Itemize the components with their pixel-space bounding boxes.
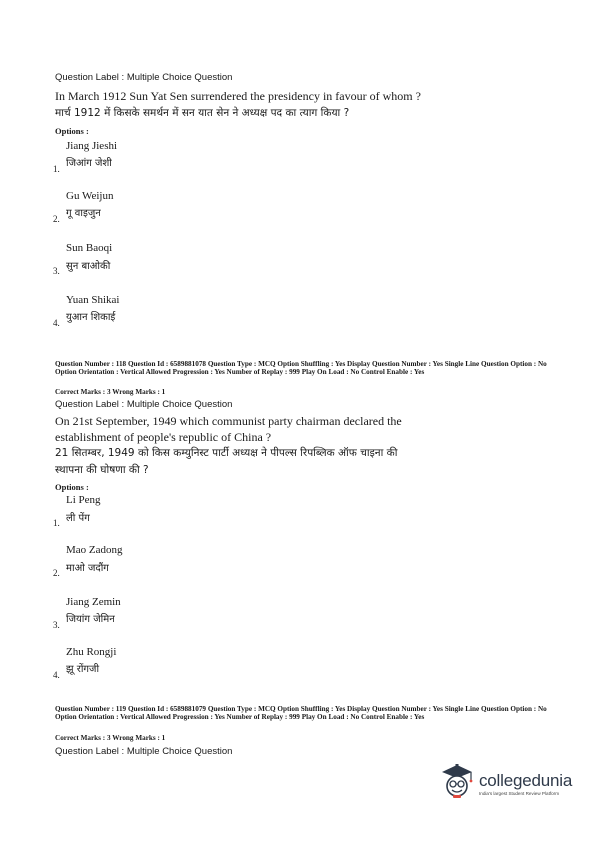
graduate-mascot-icon — [438, 762, 476, 800]
question-label: Question Label : Multiple Choice Question — [55, 72, 233, 83]
option-number: 2. — [53, 568, 60, 578]
question-marks: Correct Marks : 3 Wrong Marks : 1 — [55, 734, 166, 742]
option-en: Sun Baoqi — [66, 242, 113, 254]
option-number: 3. — [53, 620, 60, 630]
option-en: Jiang Jieshi — [66, 140, 118, 152]
option-hi: ली पेंग — [66, 513, 90, 524]
option-number: 3. — [53, 266, 60, 276]
logo-wordmark: collegedunia — [479, 770, 573, 790]
option-number: 1. — [53, 518, 60, 528]
option-number: 4. — [53, 318, 60, 328]
question-text-hi: स्थापना की घोषणा की ? — [55, 464, 149, 476]
option-hi: युआन शिकाई — [66, 312, 116, 323]
question-text-en: establishment of people's republic of China ? — [55, 430, 272, 444]
option-number: 1. — [53, 164, 60, 174]
logo-tagline: India's largest Student Review Platform — [479, 790, 560, 796]
option-en: Zhu Rongji — [66, 646, 117, 658]
question-text-en: In March 1912 Sun Yat Sen surrendered the presidency in favour of whom ? — [55, 89, 421, 103]
question-text-hi: मार्च 1912 में किसके समर्थन में सन यात सेन ने अध्यक्ष पद का त्याग किया ? — [55, 107, 350, 119]
option-en: Jiang Zemin — [66, 596, 121, 608]
question-meta: Question Number : 119 Question Id : 6589881079 Question Type : MCQ Option Shuffling : Yes Display Question Number : Yes Single Line Question Option : No Option Orientation : Vertical Allowed Progression : Yes Number of Replay : 999 Play On Load : No Control Enable : Yes — [55, 705, 547, 722]
question-label: Question Label : Multiple Choice Question — [55, 746, 233, 757]
question-label: Question Label : Multiple Choice Question — [55, 399, 233, 410]
option-hi: गू वाइजुन — [66, 208, 101, 219]
question-marks: Correct Marks : 3 Wrong Marks : 1 — [55, 388, 166, 396]
collegedunia-logo — [438, 762, 572, 800]
option-number: 4. — [53, 670, 60, 680]
options-heading: Options : — [55, 482, 89, 492]
option-en: Yuan Shikai — [66, 294, 120, 306]
option-hi: जिआंग जेशी — [66, 158, 112, 169]
question-text-en: On 21st September, 1949 which communist party chairman declared the — [55, 414, 402, 428]
option-hi: झू रोंगजी — [66, 664, 100, 675]
options-heading: Options : — [55, 126, 89, 136]
option-hi: जियांग जेमिन — [66, 614, 115, 625]
option-en: Li Peng — [66, 494, 101, 506]
question-meta: Question Number : 118 Question Id : 6589881078 Question Type : MCQ Option Shuffling : Yes Display Question Number : Yes Single Line Question Option : No Option Orientation : Vertical Allowed Progression : Yes Number of Replay : 999 Play On Load : No Control Enable : Yes — [55, 360, 547, 377]
option-hi: सुन बाओकी — [66, 261, 111, 272]
question-text-hi: 21 सितम्बर, 1949 को किस कम्युनिस्ट पार्टी अध्यक्ष ने पीपल्स रिपब्लिक ऑफ चाइना की — [55, 447, 398, 459]
option-en: Mao Zadong — [66, 544, 123, 556]
option-hi: माओ जदौंग — [66, 563, 109, 574]
option-number: 2. — [53, 214, 60, 224]
option-en: Gu Weijun — [66, 190, 114, 202]
